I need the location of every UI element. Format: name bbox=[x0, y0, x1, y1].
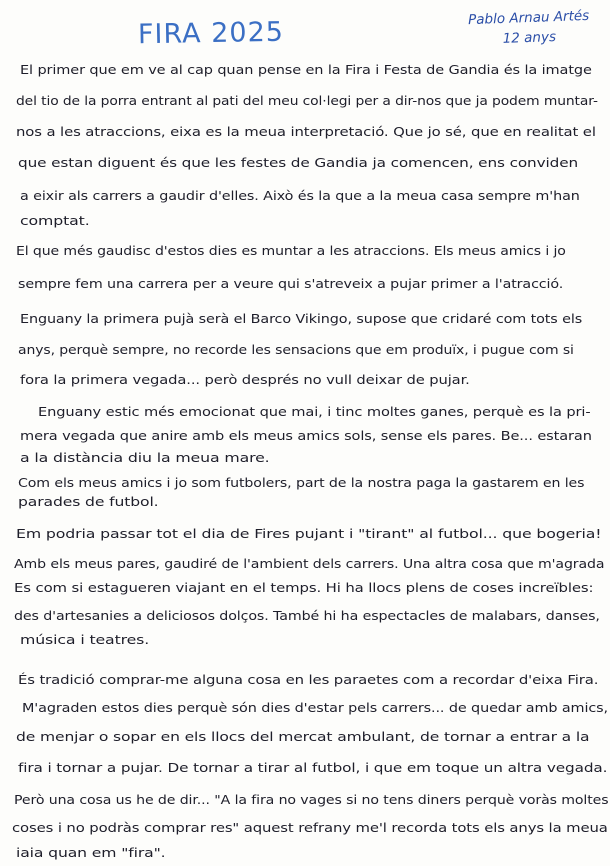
text-line: a eixir als carrers a gaudir d'elles. Això és la que a la meua casa sempre m'han bbox=[20, 188, 580, 203]
text-line: Em podria passar tot el dia de Fires pujant i "tirant" al futbol... que bogeria! bbox=[16, 526, 602, 541]
text-line: sempre fem una carrera per a veure qui s'atreveix a pujar primer a l'atracció. bbox=[18, 276, 564, 291]
text-line: Enguany la primera pujà serà el Barco Vikingo, supose que cridaré com tots els bbox=[20, 311, 583, 326]
author-age: 12 anys bbox=[502, 29, 557, 47]
text-line: Es com si estagueren viajant en el temps. Hi ha llocs plens de coses increïbles: bbox=[14, 580, 594, 595]
page-title: FIRA 2025 bbox=[137, 16, 285, 51]
text-line: fira i tornar a pujar. De tornar a tirar al futbol, i que em toque un altra vegada. bbox=[18, 760, 608, 775]
text-line: Com els meus amics i jo som futbolers, part de la nostra paga la gastarem en les bbox=[18, 475, 585, 490]
text-line: Però una cosa us he de dir... "A la fira no vages si no tens diners perquè voràs moltes bbox=[14, 792, 609, 807]
text-line: de menjar o sopar en els llocs del mercat ambulant, de tornar a entrar a la bbox=[16, 729, 590, 744]
text-line: nos a les atraccions, eixa es la meua interpretació. Que jo sé, que en realitat el bbox=[16, 124, 596, 139]
text-line: El que més gaudisc d'estos dies es muntar a les atraccions. Els meus amics i jo bbox=[16, 243, 566, 258]
author-name: Pablo Arnau Artés bbox=[467, 7, 590, 29]
text-line: comptat. bbox=[20, 213, 90, 228]
text-line: a la distància diu la meua mare. bbox=[20, 450, 270, 465]
text-line: del tio de la porra entrant al pati del meu col·legi per a dir-nos que ja podem muntar- bbox=[16, 93, 598, 108]
text-line: M'agraden estos dies perquè són dies d'estar pels carrers... de quedar amb amics, bbox=[22, 700, 608, 715]
text-line: El primer que em ve al cap quan pense en la Fira i Festa de Gandia és la imatge bbox=[20, 62, 592, 77]
text-line: des d'artesanies a deliciosos dolços. També hi ha espectacles de malabars, danses, bbox=[14, 608, 600, 623]
text-line: Amb els meus pares, gaudiré de l'ambient dels carrers. Una altra cosa que m'agrada bbox=[14, 556, 605, 571]
text-line: És tradició comprar-me alguna cosa en les paraetes com a recordar d'eixa Fira. bbox=[18, 672, 599, 687]
text-line: Enguany estic més emocionat que mai, i tinc moltes ganes, perquè es la pri- bbox=[38, 404, 591, 419]
text-line: mera vegada que anire amb els meus amics sols, sense els pares. Be... estaran bbox=[20, 428, 592, 443]
text-line: anys, perquè sempre, no recorde les sensacions que em produïx, i pugue com si bbox=[18, 342, 574, 357]
text-line: fora la primera vegada... però després no vull deixar de pujar. bbox=[20, 372, 470, 387]
text-line: coses i no podràs comprar res" aquest refrany me'l recorda tots els anys la meua bbox=[12, 820, 608, 835]
text-line: iaia quan em "fira". bbox=[16, 845, 166, 860]
text-line: parades de futbol. bbox=[18, 494, 159, 509]
text-line: música i teatres. bbox=[20, 632, 150, 647]
text-line: que estan diguent és que les festes de Gandia ja comencen, ens conviden bbox=[18, 155, 579, 170]
